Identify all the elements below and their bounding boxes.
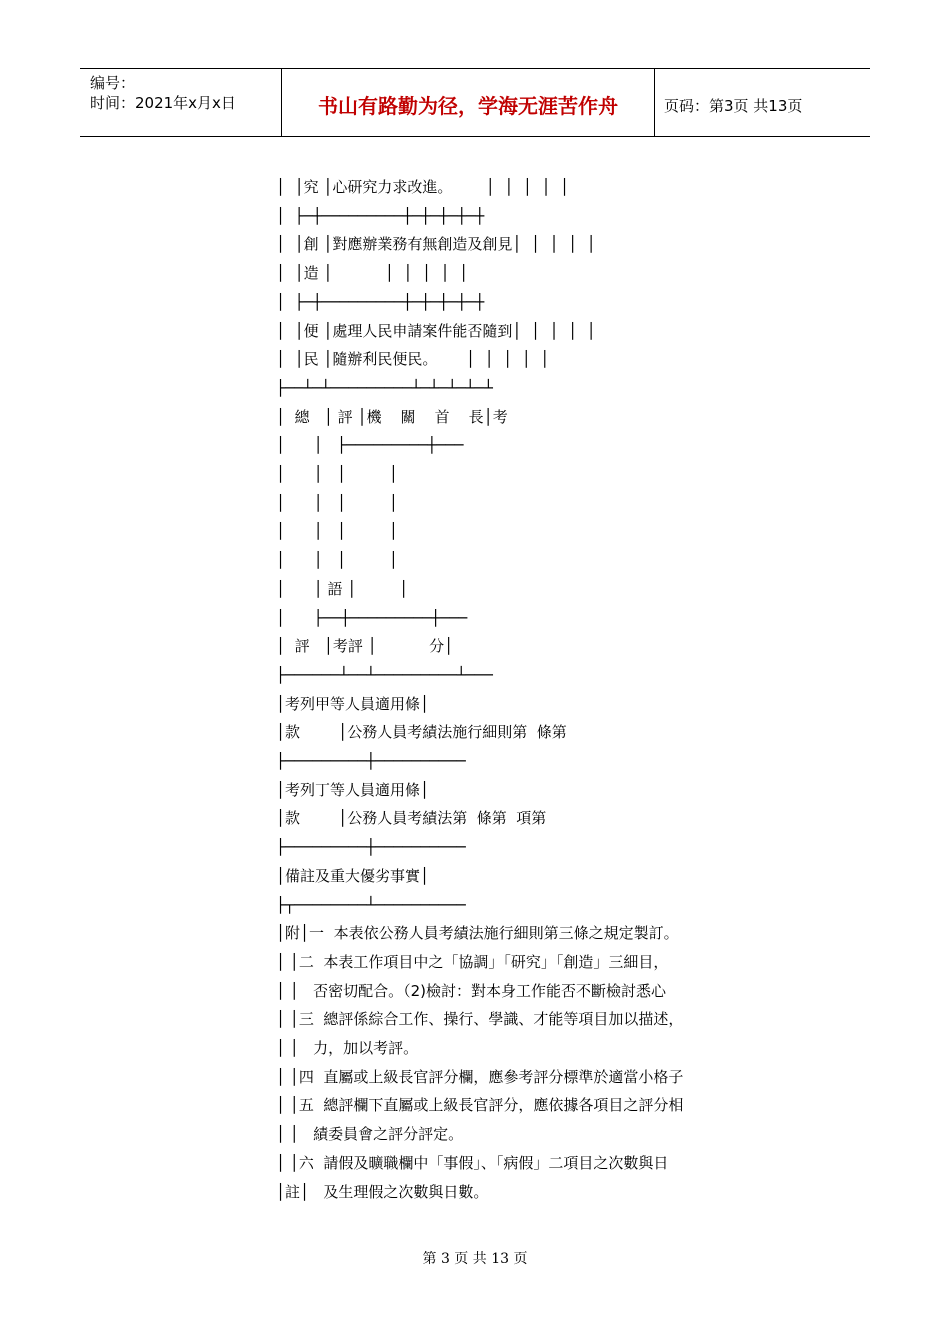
form-line: │ │ │ │: [276, 493, 398, 512]
form-line: │ │創 │對應辦業務有無創造及創見│ │ │ │ │: [276, 235, 596, 254]
form-line: │考列丁等人員適用條│: [276, 780, 430, 799]
form-line: │ │ ├─────────┼───: [276, 436, 464, 455]
form-line: ├─────────┼──────────: [276, 752, 466, 770]
form-line: │ │便 │處理人民申請案件能否隨到│ │ │ │ │: [276, 321, 596, 340]
form-line: ├─────────┼──────────: [276, 838, 466, 857]
document-number-label: 编号：: [90, 74, 136, 92]
form-line: │ │二 本表工作項目中之「協調」「研究」「創造」三細目，: [276, 952, 669, 971]
form-line: │備註及重大優劣事實│: [276, 866, 430, 885]
form-line: │ │ 語 │ │: [276, 579, 409, 598]
form-line: │ ├─┼─────────┼─┼─┼─┼─┼: [276, 206, 485, 225]
form-line: │ │四 直屬或上級長官評分欄，應參考評分標準於適當小格子: [276, 1067, 684, 1086]
form-line: │ │五 總評欄下直屬或上級長官評分，應依據各項目之評分相: [276, 1096, 684, 1115]
page-footer: 第 3 页 共 13 页: [422, 1251, 528, 1267]
form-line: │ 評 │考評 │ 分│: [276, 637, 454, 656]
form-line: │ │ │ │: [276, 551, 398, 570]
form-line: ├──┴─┴─────────┴─┴─┴─┴─┴: [276, 378, 493, 397]
header-bottom-rule: [80, 136, 870, 137]
form-line: │ │ 力，加以考評。: [276, 1039, 419, 1057]
form-line: │ 總 │ 評 │機 關 首 長│考: [276, 407, 508, 426]
form-line: │ │究 │心研究力求改進。 │ │ │ │ │: [276, 178, 570, 196]
form-line: │ │ 績委員會之評分評定。: [276, 1125, 464, 1144]
document-time-label: 时间：2021年x月x日: [90, 94, 236, 112]
form-line: │註│ 及生理假之次數與日數。: [276, 1182, 489, 1201]
form-line: │ │ │ │: [276, 522, 398, 541]
form-line: │附│一 本表依公務人員考績法施行細則第三條之規定製訂。: [276, 924, 679, 943]
form-line: │款 │公務人員考績法施行細則第 條第: [276, 723, 567, 742]
form-line: │ │民 │隨辦利民便民。 │ │ │ │ │: [276, 350, 550, 369]
form-line: │ │六 請假及曠職欄中「事假」、「病假」二項目之次數與日: [276, 1153, 669, 1172]
header-motto: 书山有路勤为径，学海无涯苦作舟: [318, 94, 618, 118]
form-line: ├┬────────┴──────────: [276, 895, 466, 914]
form-line: │ ├──┼─────────┼───: [276, 608, 468, 627]
form-line: │ ├─┼─────────┼─┼─┼─┼─┼: [276, 292, 485, 311]
form-line: │ │造 │ │ │ │ │ │: [276, 264, 469, 283]
form-line: │ │ │ │: [276, 465, 398, 483]
header-page-info: 页码：第3页 共13页: [664, 97, 803, 115]
header-divider-right: [654, 68, 655, 136]
form-line: │ │ 否密切配合。（2)檢討：對本身工作能否不斷檢討悉心: [276, 981, 667, 1000]
header-top-rule: [80, 68, 870, 69]
form-line: │ │三 總評係綜合工作、操行、學識、才能等項目加以描述，: [276, 1010, 684, 1029]
form-line: │考列甲等人員適用條│: [276, 694, 430, 713]
form-line: ├──────┴──┴─────────┴───: [276, 665, 493, 684]
form-line: │款 │公務人員考績法第 條第 項第: [276, 809, 547, 828]
